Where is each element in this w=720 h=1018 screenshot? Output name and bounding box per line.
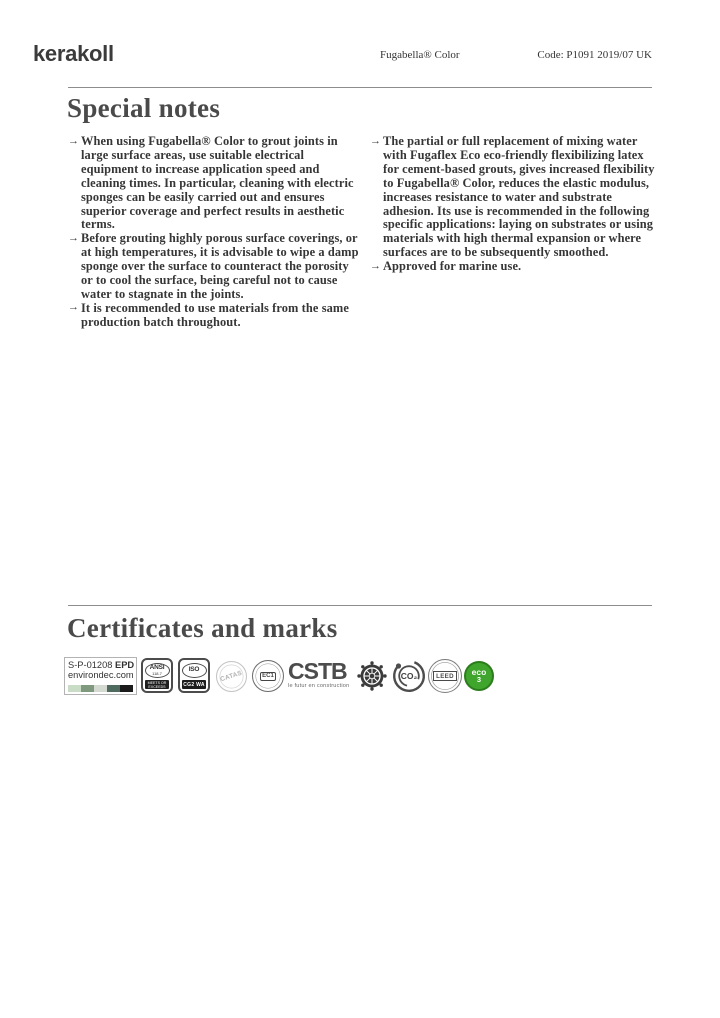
arrow-bullet-icon: → — [68, 134, 80, 147]
epd-id: S-P-01208 — [68, 660, 116, 670]
cert-cstb-logo — [288, 658, 354, 689]
ansi-bar-line2: EXCEEDS — [148, 684, 166, 689]
iso-oval — [182, 663, 207, 678]
special-notes-title: Special notes — [67, 93, 221, 123]
marine-wheel-icon — [356, 660, 388, 692]
co2-label: CO₂ — [400, 671, 418, 681]
ansi-bar — [145, 680, 169, 689]
cert-catas-stamp — [216, 661, 247, 692]
notes-left-column — [68, 135, 360, 330]
leed-label: LEED — [433, 671, 457, 681]
eco-label: eco — [471, 667, 487, 678]
epd-site: environdec.com — [68, 670, 134, 681]
product-name: Fugabella® Color — [380, 49, 460, 61]
cert-epd-badge — [64, 657, 137, 695]
epd-bar-segment — [120, 685, 133, 692]
note-text: Before grouting highly porous surface coverings, or at high temperatures, it is advisable to wipe a damp sponge over the surface to counteract the porosity or to cool the surface, being careful not to cause water to stagnate in the joints. — [81, 231, 359, 301]
certificates-row — [64, 657, 656, 699]
note-text: It is recommended to use materials from the same production batch throughout. — [81, 300, 349, 329]
ec1-label: EC1 — [260, 672, 277, 681]
iso-name: ISO — [188, 666, 200, 674]
arrow-bullet-icon: → — [68, 301, 80, 314]
cert-leed-stamp — [428, 659, 462, 693]
ansi-oval — [145, 663, 170, 678]
arrow-bullet-icon: → — [370, 134, 382, 147]
cert-ec1-stamp — [252, 660, 284, 692]
iso-bar: CG2 WA — [183, 681, 205, 688]
epd-id-line — [68, 660, 133, 670]
certificates-divider — [68, 605, 652, 606]
kerakoll-logo: kerakoll — [33, 41, 114, 66]
note-item — [370, 135, 660, 260]
note-item — [68, 232, 360, 302]
cert-eco-badge — [464, 661, 494, 691]
note-item — [68, 135, 360, 232]
cert-co2-stamp — [392, 659, 426, 693]
cstb-tagline: le futur en construction — [288, 683, 350, 689]
epd-bar-segment — [94, 685, 107, 692]
note-text: The partial or full replacement of mixing water with Fugaflex Eco eco-friendly flexibilizing latex for cement-based grouts, gives increased flexibility to Fugabella® Color, reduces the elastic modulus, increases resistance to water and substrate adhesion. Its use is recommended in the following specific applications: laying on substrates or using materials with high thermal expansion or where surfaces are to be subsequently smoothed. — [383, 134, 655, 260]
cert-ansi-badge — [141, 658, 173, 693]
header-divider — [68, 87, 652, 88]
note-text: Approved for marine use. — [383, 259, 522, 274]
note-text: When using Fugabella® Color to grout joints in large surface areas, use suitable electrical equipment to increase application speed and cleaning times. In particular, cleaning with electric sponges can be easily carried out and ensures superior coverage and perfect results in aesthetic terms. — [81, 134, 354, 232]
arrow-bullet-icon: → — [68, 231, 80, 244]
document-code: Code: P1091 2019/07 UK — [537, 49, 652, 61]
epd-bar-segment — [81, 685, 94, 692]
ansi-bar-line1: MEETS OR — [147, 680, 167, 685]
certificates-title: Certificates and marks — [67, 613, 338, 643]
eco-number: 3 — [476, 675, 482, 685]
catas-label: CATAS — [219, 669, 244, 684]
epd-color-bar — [68, 685, 133, 692]
note-item — [68, 302, 360, 330]
epd-bar-segment — [68, 685, 81, 692]
note-item — [370, 260, 660, 274]
notes-right-column — [370, 135, 660, 274]
epd-label: EPD — [115, 660, 135, 670]
arrow-bullet-icon: → — [370, 259, 382, 272]
ansi-name: ANSI — [149, 664, 165, 671]
ansi-number: 118.7 — [152, 670, 162, 676]
cert-iso-badge — [178, 658, 210, 693]
cstb-name: CSTB — [288, 658, 347, 684]
epd-bar-segment — [107, 685, 120, 692]
